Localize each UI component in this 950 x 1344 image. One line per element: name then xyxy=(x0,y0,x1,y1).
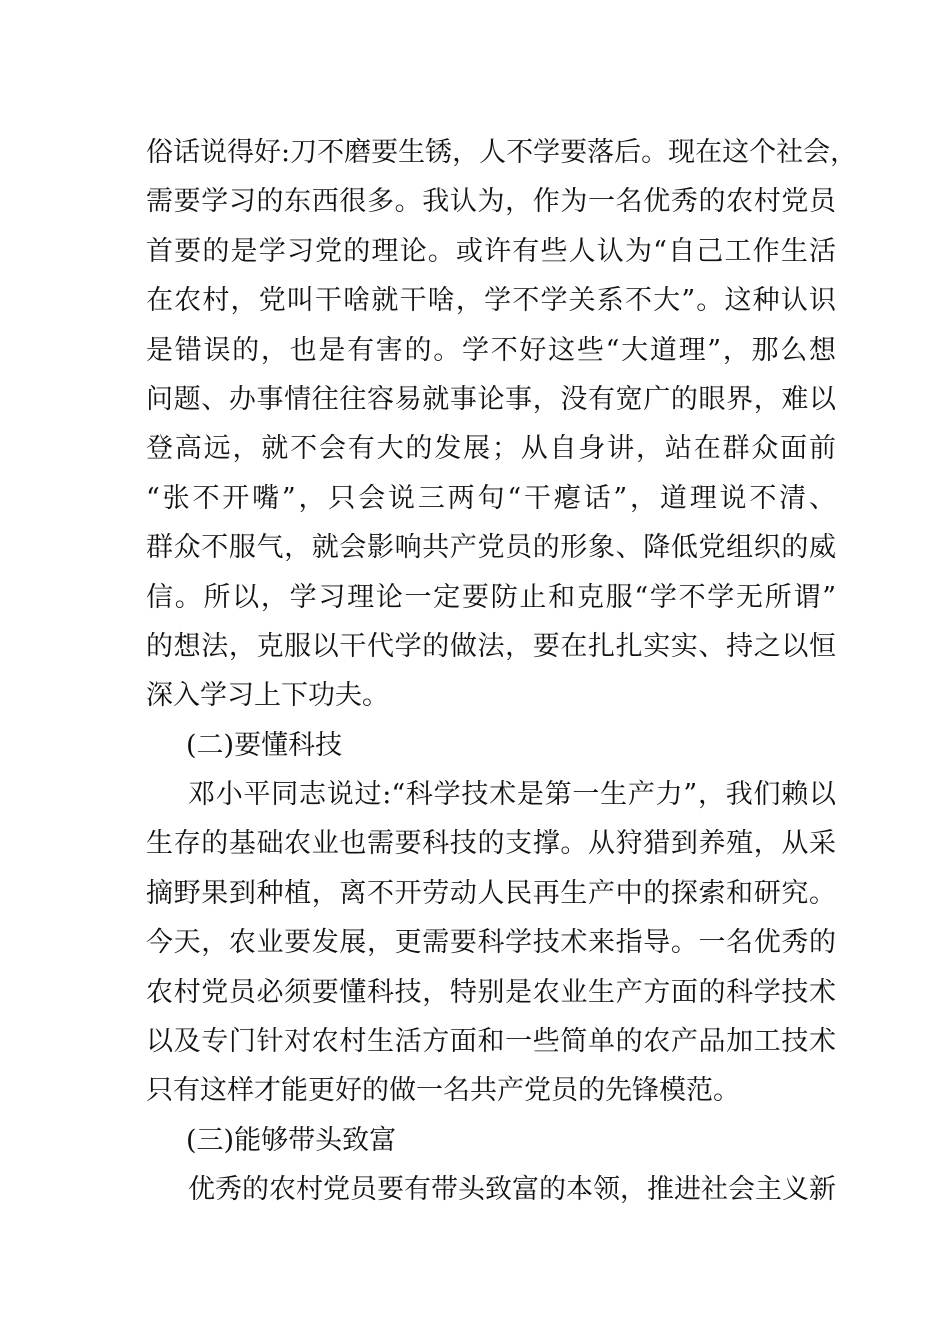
section-heading: (二)要懂科技 xyxy=(186,729,343,761)
paragraph-line: 是错误的，也是有害的。学不好这些“大道理”，那么想 xyxy=(146,334,836,366)
paragraph-line: 在农村，党叫干啥就干啥，学不学关系不大”。这种认识 xyxy=(146,285,836,317)
paragraph-line: 需要学习的东西很多。我认为，作为一名优秀的农村党员 xyxy=(146,186,836,218)
section-heading: (三)能够带头致富 xyxy=(186,1124,397,1156)
paragraph-line: 俗话说得好:刀不磨要生锈，人不学要落后。现在这个社会， xyxy=(146,137,858,168)
paragraph-line: 问题、办事情往往容易就事论事，没有宽广的眼界，难以 xyxy=(146,383,836,415)
paragraph-line: 的想法，克服以干代学的做法，要在扎扎实实、持之以恒 xyxy=(146,630,836,662)
paragraph-line: 农村党员必须要懂科技，特别是农业生产方面的科学技术 xyxy=(146,976,836,1008)
paragraph-line: 以及专门针对农村生活方面和一些简单的农产品加工技术 xyxy=(146,1026,836,1058)
paragraph-line: 只有这样才能更好的做一名共产党员的先锋模范。 xyxy=(146,1075,740,1107)
paragraph-line: “张不开嘴”，只会说三两句“干瘪话”，道理说不清、 xyxy=(146,482,836,514)
paragraph-line: 深入学习上下功夫。 xyxy=(146,680,389,712)
paragraph-line: 邓小平同志说过:“科学技术是第一生产力”，我们赖以 xyxy=(188,779,836,811)
paragraph-line: 首要的是学习党的理论。或许有些人认为“自己工作生活 xyxy=(146,235,836,267)
paragraph-line: 信。所以，学习理论一定要防止和克服“学不学无所谓” xyxy=(146,581,836,613)
paragraph-line: 今天，农业要发展，更需要科学技术来指导。一名优秀的 xyxy=(146,927,836,959)
paragraph-line: 登高远，就不会有大的发展；从自身讲，站在群众面前 xyxy=(146,433,836,465)
paragraph-line: 群众不服气，就会影响共产党员的形象、降低党组织的威 xyxy=(146,532,836,564)
paragraph-line: 摘野果到种植，离不开劳动人民再生产中的探索和研究。 xyxy=(146,877,836,909)
paragraph-line: 生存的基础农业也需要科技的支撑。从狩猎到养殖，从采 xyxy=(146,828,836,860)
body-text xyxy=(146,128,858,1215)
paragraph-line: 优秀的农村党员要有带头致富的本领，推进社会主义新 xyxy=(188,1174,836,1206)
